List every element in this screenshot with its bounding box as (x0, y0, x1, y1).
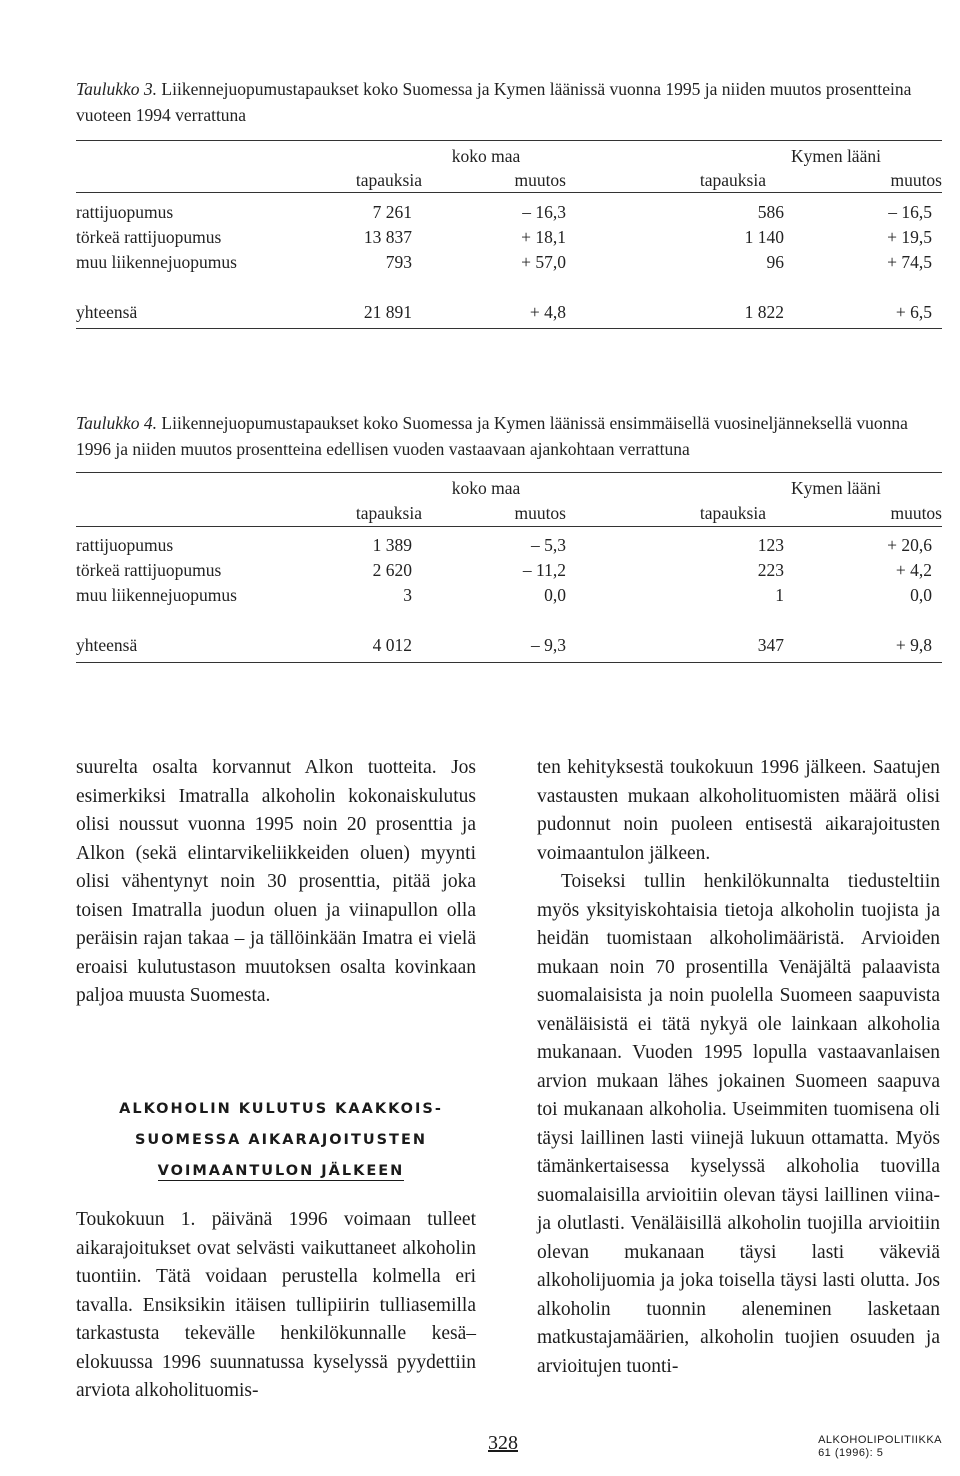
table4-bottom-rule (76, 662, 942, 663)
change1: 0,0 (544, 585, 566, 605)
total-cases1: 21 891 (363, 302, 412, 322)
journal-title: ALKOHOLIPOLITIIKKA (818, 1434, 942, 1446)
cases1: 2 620 (372, 560, 412, 580)
change2: – 16,5 (888, 202, 932, 222)
cases2: 123 (757, 535, 784, 555)
table4-caption (76, 410, 942, 462)
table4-header-rule (76, 526, 942, 527)
cases2: 586 (757, 202, 784, 222)
heading-line-2: SUOMESSA AIKARAJOITUSTEN (134, 1132, 427, 1148)
table3-caption-text: Liikennejuopumustapaukset koko Suomessa ja Kymen läänissä vuonna 1995 ja niiden muutos prosentteina vuoteen 1994 verrattuna (76, 79, 912, 125)
total-change2: + 9,8 (895, 635, 932, 655)
table4-header-cases2: tapauksia (699, 503, 766, 523)
cases2: 1 (775, 585, 784, 605)
table3 (76, 140, 942, 340)
table3-group-kymen-laani: Kymen lääni (791, 146, 881, 166)
change2: + 19,5 (887, 227, 932, 247)
row-label: törkeä rattijuopumus (76, 560, 222, 580)
table3-bottom-rule (76, 328, 942, 329)
change1: – 11,2 (522, 560, 566, 580)
journal-reference (818, 1434, 942, 1460)
cases2: 223 (757, 560, 784, 580)
total-label: yhteensä (76, 302, 138, 322)
table4-caption-text: Liikennejuopumustapaukset koko Suomessa ja Kymen läänissä ensimmäisellä vuosineljänneksellä vuonna 1996 ja niiden muutos prosentteina edellisen vuoden vastaavaan ajankohtaan verrattuna (76, 413, 908, 459)
journal-issue: 61 (1996): 5 (818, 1447, 884, 1459)
row-label: rattijuopumus (76, 535, 174, 555)
total-change1: + 4,8 (529, 302, 566, 322)
change1: – 5,3 (531, 535, 566, 555)
table4-group-koko-maa: koko maa (451, 478, 521, 498)
heading-line-3: VOIMAANTULON JÄLKEEN (157, 1163, 405, 1179)
total-change2: + 6,5 (895, 302, 932, 322)
cases1: 7 261 (372, 202, 412, 222)
cases1: 793 (385, 252, 412, 272)
total-cases1: 4 012 (372, 635, 412, 655)
cases2: 96 (766, 252, 784, 272)
row-label: muu liikennejuopumus (76, 252, 237, 272)
cases1: 13 837 (363, 227, 412, 247)
row-label: rattijuopumus (76, 202, 174, 222)
table4-top-rule (76, 472, 942, 473)
paragraph: suurelta osalta korvannut Alkon tuotteita. Jos esimerkiksi Imatralla alkoholin kokonaiskulutus olisi noussut vuonna 1995 noin 20 prosenttia ja Alkon (sekä elintarvikeliikkeiden oluen) myynti olisi vähentynyt noin 30 prosenttia, pitää joka toisen Imatralla juodun oluen ja viinapullon olla peräisin rajan takaa – ja tällöinkään Imatra ei vielä eroaisi kulutustason muutoksen osalta kovinkaan paljoa muusta Suomesta. (76, 757, 476, 1006)
change2: + 74,5 (887, 252, 932, 272)
table4-header-cases1: tapauksia (355, 503, 422, 523)
right-column (537, 754, 940, 1381)
change1: – 16,3 (522, 202, 566, 222)
cases1: 1 389 (372, 535, 412, 555)
left-column-para1 (76, 754, 476, 1011)
row-label: muu liikennejuopumus (76, 585, 237, 605)
table3-label: Taulukko 3. (76, 79, 158, 99)
total-label: yhteensä (76, 635, 138, 655)
table4-header-change2: muutos (890, 503, 942, 523)
change1: + 57,0 (521, 252, 566, 272)
table3-top-rule (76, 140, 942, 141)
paragraph: Toukokuun 1. päivänä 1996 voimaan tulleet aikarajoitukset ovat selvästi vaikuttaneet alkoholin tuontiin. Tätä voidaan perustella kolmella eri tavalla. Ensiksikin itäisen tullipiirin tulliasemilla tarkastusta tekevälle henkilökunnalle kesä–elokuussa 1996 suunnatussa kyselyssä pyydettiin arviota alkoholituomis- (76, 1209, 476, 1401)
change2: + 20,6 (887, 535, 932, 555)
table3-caption (76, 76, 942, 128)
cases2: 1 140 (744, 227, 784, 247)
change2: + 4,2 (895, 560, 932, 580)
paragraph: ten kehityksestä toukokuun 1996 jälkeen. Saatujen vastausten mukaan alkoholituomisten määrä olisi pudonnut noin puoleen entisestä aikarajoitusten voimaantulon jälkeen. (537, 757, 940, 864)
table3-header-change2: muutos (890, 170, 942, 190)
row-label: törkeä rattijuopumus (76, 227, 222, 247)
table3-group-koko-maa: koko maa (451, 146, 521, 166)
table3-header-cases2: tapauksia (699, 170, 766, 190)
table4-header-change1: muutos (514, 503, 566, 523)
heading-line-1: ALKOHOLIN KULUTUS KAAKKOIS- (119, 1101, 443, 1117)
table3-header-cases1: tapauksia (355, 170, 422, 190)
table4-label: Taulukko 4. (76, 413, 158, 433)
paragraph: Toiseksi tullin henkilökunnalta tiedusteltiin myös yksityiskohtaisia tietoja alkoholin tuojista ja heidän tuomistaan alkoholimääristä. Arvioiden mukaan noin 70 prosentilla Venäjältä palaavista suomalaisista ja noin puolella Suomeen saapuvista venäläisistä ei tätä nykyä ole lainkaan alkoholia mukanaan. Vuoden 1995 lopulla vastaavanlaisen arvion mukaan lähes jokainen Suomeen saapuva toi mukanaan alkoholia. Useimmiten tuomisena oli täysi laillinen lasti viinejä lukuun ottamatta. Myös tämänkertaisessa kyselyssä alkoholia tuovilla suomalaisilla arvioitiin olevan täysi laillinen viina- ja olutlasti. Venäläisillä alkoholin tuojilla arvioitiin olevan mukanaan täysi lasti väkeviä alkoholijuomia ja joka toisella täysi lasti olutta. Jos alkoholin tuonnin aleneminen lasketaan matkustajamäärien, alkoholin tuojien osuuden ja arvioitujen tuonti- (537, 871, 940, 1377)
page-number: 328 (488, 1432, 518, 1454)
change2: 0,0 (910, 585, 932, 605)
section-heading (76, 1094, 486, 1187)
table3-header-change1: muutos (514, 170, 566, 190)
left-column-para2 (76, 1206, 476, 1406)
table3-header-rule (76, 192, 942, 193)
total-cases2: 347 (757, 635, 784, 655)
change1: + 18,1 (521, 227, 566, 247)
cases1: 3 (403, 585, 412, 605)
table4 (76, 472, 942, 672)
total-change1: – 9,3 (531, 635, 566, 655)
table4-group-kymen-laani: Kymen lääni (791, 478, 881, 498)
total-cases2: 1 822 (744, 302, 784, 322)
